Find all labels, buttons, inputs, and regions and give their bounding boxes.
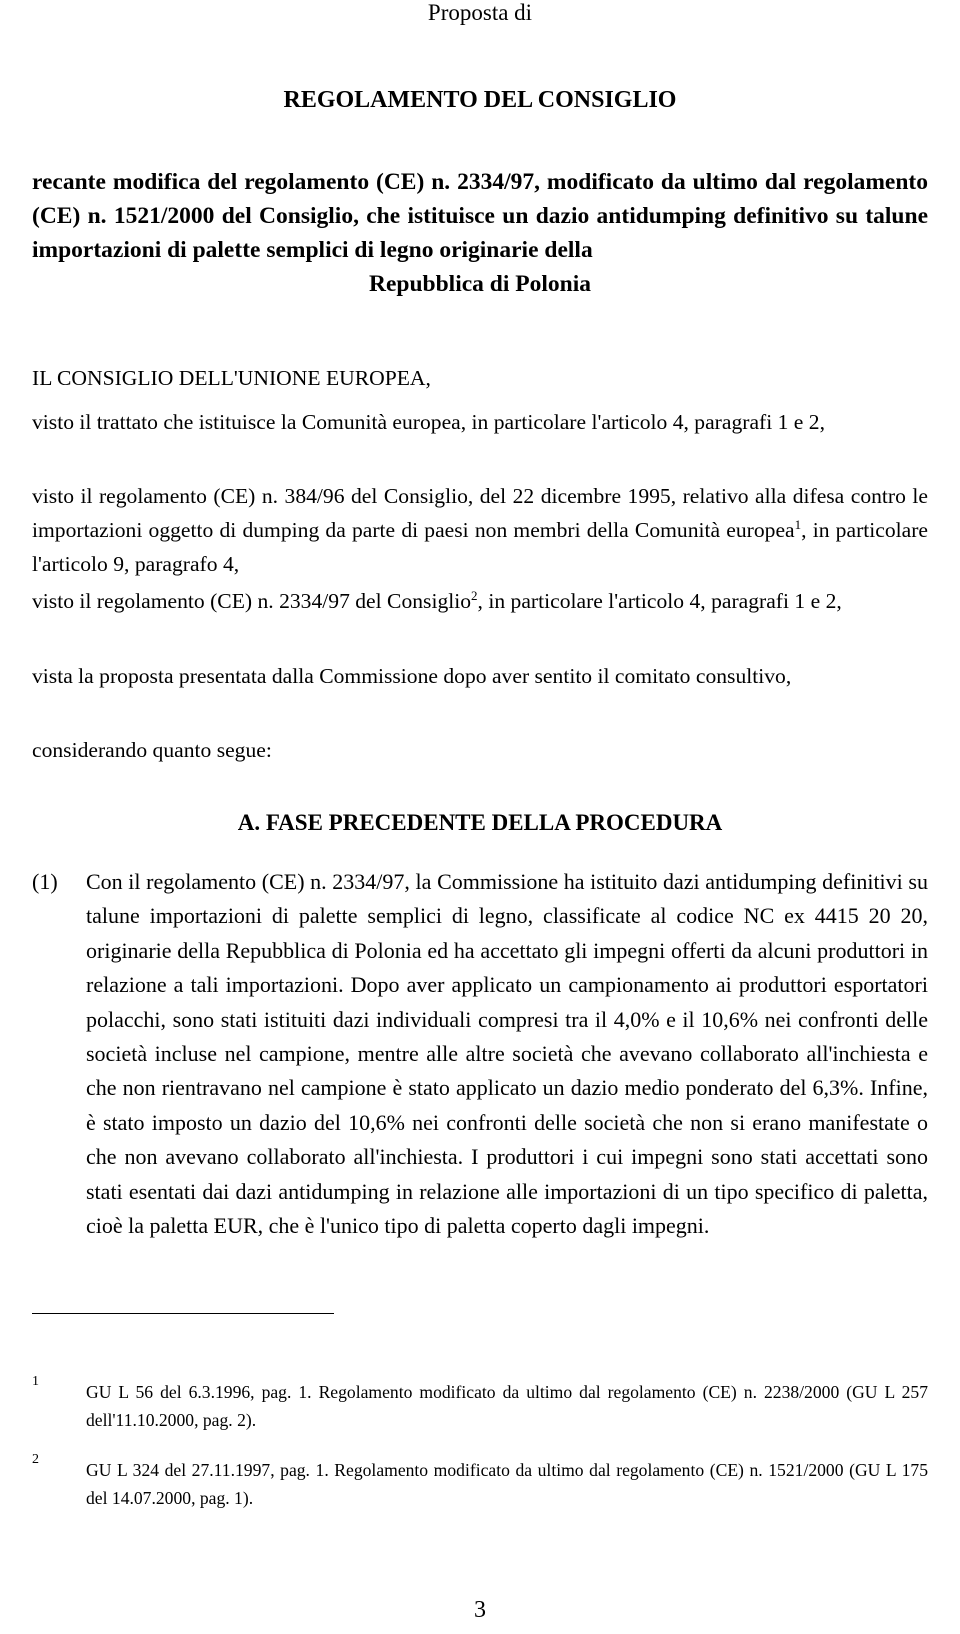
footnote-reference: 2 bbox=[471, 587, 478, 603]
recital-number: (1) bbox=[32, 869, 58, 894]
footnote-mark: 1 bbox=[32, 1374, 39, 1389]
subject-text-last-line: Repubblica di Polonia bbox=[369, 271, 591, 297]
footnote-reference: 1 bbox=[794, 516, 802, 532]
footnote-text: GU L 56 del 6.3.1996, pag. 1. Regolamento modificato da ultimo dal regolamento (CE) n. 2238/2000 (GU L 257 dell'11.10.2000, pag. 2). bbox=[86, 1382, 928, 1430]
citation-text: visto il regolamento (CE) n. 2334/97 del Consiglio bbox=[32, 589, 472, 613]
recital-text: Con il regolamento (CE) n. 2334/97, la Commissione ha istituito dazi antidumping definitivi su talune importazioni di palette semplici di legno, classificate al codice NC ex 4415 20 20, originarie della Repubblica di Polonia ed ha accettato gli impegni offerti da alcuni produttori in relazione a tali importazioni. Dopo aver applicato un campionamento ai produttori esportatori polacchi, sono stati istituiti dazi individuali compresi tra il 4,0% e il 10,6% nei confronti delle società incluse nel campione, mentre alle altre società che avevano collaborato all'inchiesta e che non rientravano nel campione è stato applicato un dazio medio ponderato del 6,3%. Infine, è stato imposto un dazio del 10,6% nei confronti delle società che non si erano manifestate o che non avevano collaborato all'inchiesta. I produttori i cui impegni sono stati accettati sono stati esentati dai dazi antidumping in relazione alle importazioni di un tipo specifico di paletta, cioè la paletta EUR, che è l'unico tipo di paletta coperto dagli impegni. bbox=[86, 869, 928, 1239]
citation-text: visto il regolamento (CE) n. 384/96 del Consiglio, del 22 dicembre 1995, relativo alla difesa contro le importazioni oggetto di dumping da parte di paesi non membri della Comunità europea bbox=[32, 484, 928, 542]
footnote-text: GU L 324 del 27.11.1997, pag. 1. Regolamento modificato da ultimo dal regolamento (CE) n. 1521/2000 (GU L 175 del 14.07.2000, pag. 1). bbox=[86, 1460, 928, 1508]
institution-heading: IL CONSIGLIO DELL'UNIONE EUROPEA, bbox=[32, 366, 431, 390]
subject-text: recante modifica del regolamento (CE) n. 2334/97, modificato da ultimo dal regolamento (CE) n. 1521/2000 del Consiglio, che istituisce un dazio antidumping definitivo su talune importazioni di palette semplici di legno originarie della bbox=[32, 169, 928, 263]
section-heading: A. FASE PRECEDENTE DELLA PROCEDURA bbox=[237, 810, 723, 835]
proposal-kicker: Proposta di bbox=[427, 0, 533, 25]
whereas-intro: considerando quanto segue: bbox=[32, 738, 272, 762]
citation-text: , in particolare l'articolo 9, paragrafo 4, bbox=[32, 518, 928, 576]
page-number: 3 bbox=[474, 1597, 486, 1623]
citation-proposal: vista la proposta presentata dalla Commissione dopo aver sentito il comitato consultivo, bbox=[32, 664, 792, 688]
document-title: REGOLAMENTO DEL CONSIGLIO bbox=[283, 87, 677, 113]
citation-basic-regulation bbox=[32, 479, 928, 581]
citation-amended-regulation bbox=[32, 584, 928, 618]
citation-treaty: visto il trattato che istituisce la Comunità europea, in particolare l'articolo 4, paragrafi 1 e 2, bbox=[32, 410, 825, 434]
footnote-separator bbox=[32, 1313, 334, 1314]
regulation-subject bbox=[32, 165, 928, 301]
footnote-mark: 2 bbox=[32, 1452, 39, 1467]
citation-text: , in particolare l'articolo 4, paragrafi 1 e 2, bbox=[477, 589, 842, 613]
